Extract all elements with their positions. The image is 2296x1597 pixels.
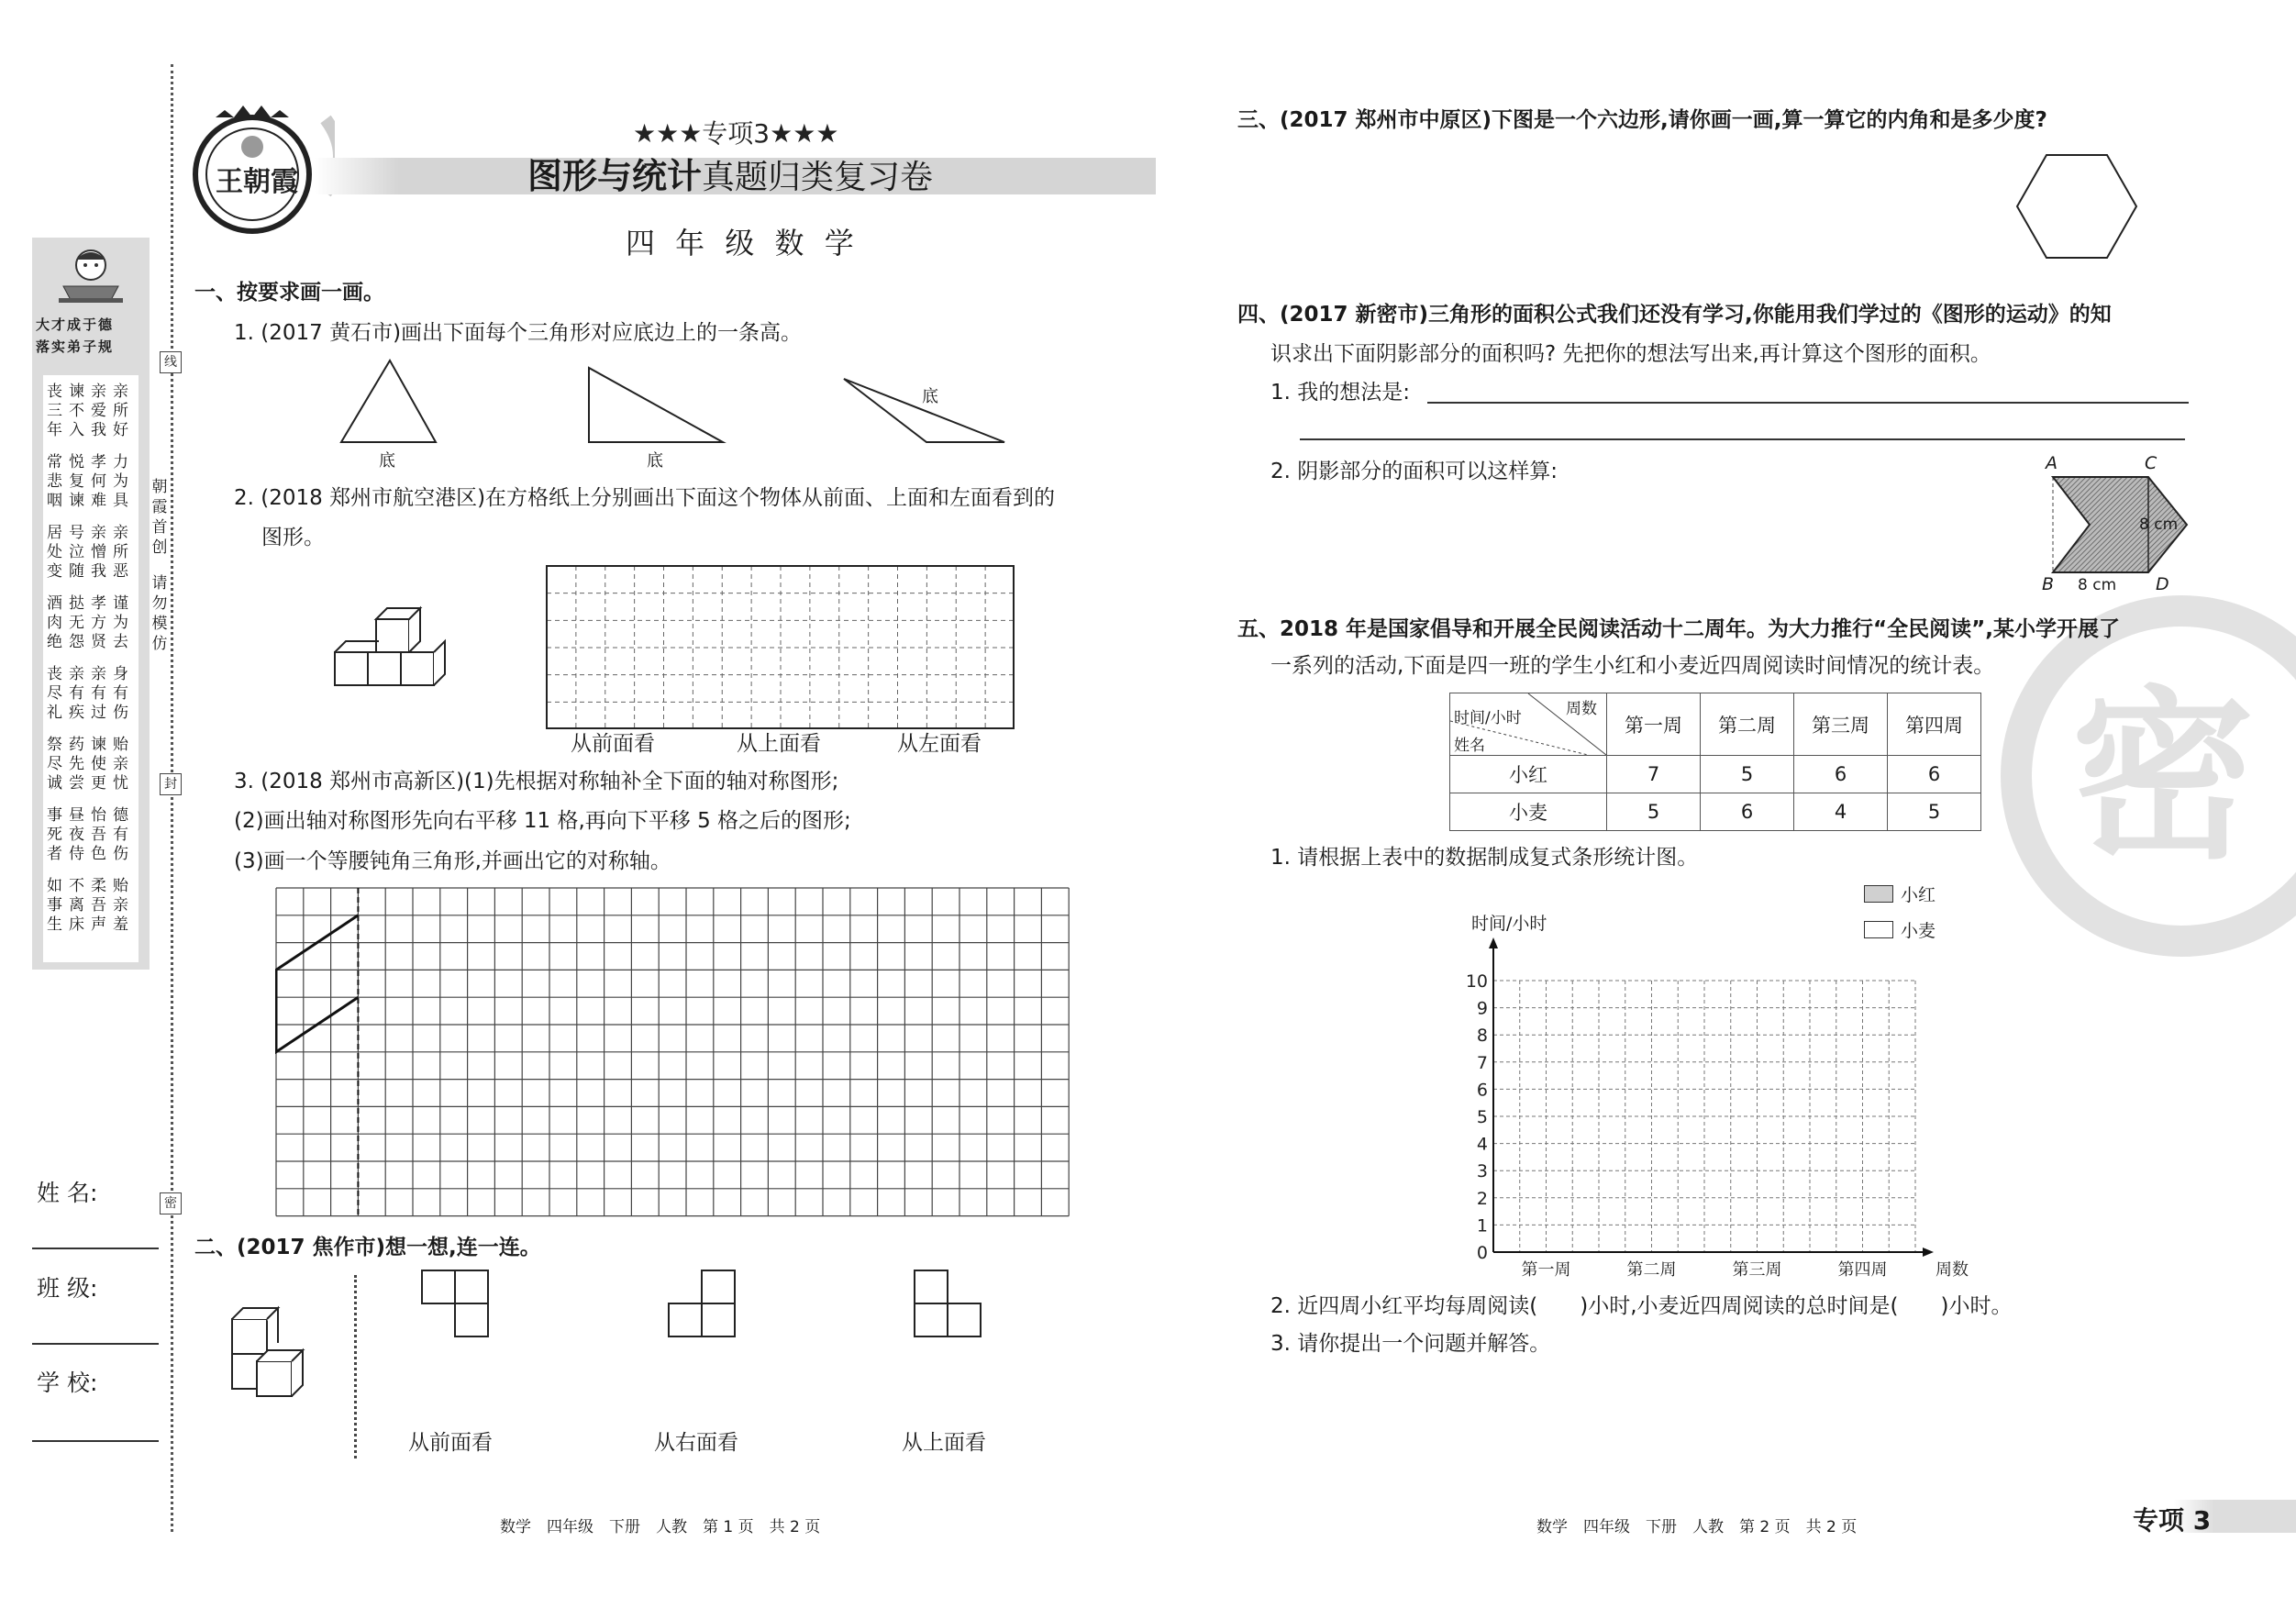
x-tick-label: 第四周	[1837, 1260, 1888, 1280]
view-label-front: 从前面看	[571, 732, 655, 756]
poem-stanza	[43, 736, 139, 793]
table-cell: 6	[1888, 756, 1981, 793]
poem-line: 尽先使亲	[47, 755, 135, 773]
height-label: 8 cm	[2139, 516, 2179, 534]
poem-line: 常悦孝力	[47, 453, 135, 471]
half-shape	[276, 915, 358, 1052]
poem-stanza	[43, 383, 139, 440]
poem-line: 者侍色伤	[47, 845, 135, 863]
poem-line: 绝怨贤去	[47, 633, 135, 651]
section-3-heading: 三、(2017 郑州市中原区)下图是一个六边形,请你画一画,算一算它的内角和是多少度?	[1237, 108, 2047, 132]
table-cell: 6	[1701, 793, 1794, 831]
poem-line: 酒挞孝谨	[47, 594, 135, 613]
connect-label-top: 从上面看	[902, 1431, 986, 1455]
row-name: 小麦	[1450, 793, 1607, 831]
y-tick-label: 7	[1476, 1052, 1488, 1073]
poem-stanza	[43, 524, 139, 582]
table-cell: 4	[1794, 793, 1888, 831]
poem-line: 尽有有有	[47, 684, 135, 703]
row-name: 小红	[1450, 756, 1607, 793]
point-d: D	[2156, 574, 2169, 594]
poem-stanza	[43, 806, 139, 864]
q3-text-1: 3. (2018 郑州市高新区)(1)先根据对称轴补全下面的轴对称图形;	[234, 770, 839, 793]
table-row	[1450, 793, 1981, 831]
section-4-text: 识求出下面阴影部分的面积吗? 先把你的想法写出来,再计算这个图形的面积。	[1270, 342, 1991, 366]
student-illustration	[54, 245, 128, 309]
poem-line: 如不柔贻	[47, 877, 135, 895]
point-b: B	[2042, 574, 2055, 594]
y-tick-label: 0	[1476, 1243, 1488, 1263]
school-field[interactable]	[32, 1440, 159, 1442]
corner-time: 时间/小时	[1454, 709, 1522, 727]
y-tick-label: 6	[1476, 1080, 1488, 1101]
table-corner-cell	[1450, 693, 1607, 756]
x-axis-arrow	[1923, 1248, 1934, 1257]
table-header: 第三周	[1794, 693, 1888, 756]
table-header-row	[1450, 693, 1981, 756]
margin-box-middle: 封	[160, 773, 182, 795]
point-c: C	[2145, 453, 2157, 473]
y-tick-label: 2	[1476, 1188, 1488, 1209]
poem-stanza	[43, 594, 139, 652]
x-tick-label: 第二周	[1626, 1260, 1677, 1280]
table-row	[1450, 756, 1981, 793]
table-header: 第一周	[1607, 693, 1701, 756]
legend-label-xiaomai: 小麦	[1901, 921, 1936, 941]
svg-text:密: 密	[2071, 671, 2256, 884]
poem-panel	[43, 375, 139, 962]
brand-logo	[188, 101, 335, 238]
section-4-heading: 四、(2017 新密市)三角形的面积公式我们还没有学习,你能用我们学过的《图形的运动》的知	[1237, 303, 2112, 327]
view-label-top: 从上面看	[737, 732, 821, 756]
poem-line: 咽谏难具	[47, 492, 135, 510]
y-tick-label: 5	[1476, 1107, 1488, 1127]
legend-label-xiaohong: 小红	[1901, 885, 1936, 905]
q3-text-2: (2)画出轴对称图形先向右平移 11 格,再向下平移 5 格之后的图形;	[234, 809, 851, 833]
confidential-stamp-watermark	[1998, 593, 2296, 959]
margin-box-bottom: 密	[160, 1192, 182, 1214]
poem-line: 祭药谏贻	[47, 736, 135, 754]
shape-option-1[interactable]	[420, 1269, 494, 1342]
table-cell: 5	[1607, 793, 1701, 831]
divider-dotted	[354, 1275, 357, 1458]
q5-1-text: 1. 请根据上表中的数据制成复式条形统计图。	[1270, 846, 1699, 870]
page-title	[527, 156, 933, 198]
poem-line: 诚尝更忧	[47, 774, 135, 793]
series-label: ★★★专项3★★★	[633, 118, 839, 149]
table-header: 第二周	[1701, 693, 1794, 756]
poem-line: 丧亲亲身	[47, 665, 135, 683]
poem-line: 生床声羞	[47, 915, 135, 934]
y-axis-arrow	[1489, 937, 1498, 948]
legend-swatch-xiaohong	[1864, 885, 1893, 903]
poem-line: 肉无方为	[47, 614, 135, 632]
point-a: A	[2046, 453, 2058, 473]
y-tick-label: 10	[1465, 971, 1488, 992]
view-label-left: 从左面看	[897, 732, 982, 756]
subtitle: 四 年 级 数 学	[626, 226, 860, 261]
corner-weeks: 周数	[1566, 700, 1597, 718]
y-tick-label: 3	[1476, 1161, 1488, 1182]
y-tick-label: 8	[1476, 1026, 1488, 1047]
title-bold: 图形与统计	[527, 156, 703, 196]
poem-line: 处泣憎所	[47, 543, 135, 561]
chart-y-axis-label: 时间/小时	[1471, 914, 1547, 934]
poem-line: 三不爱所	[47, 402, 135, 420]
title-rest: 真题归类复习卷	[702, 159, 934, 196]
name-field[interactable]	[32, 1248, 159, 1249]
notice-text-2: 请勿模仿	[151, 574, 168, 653]
q4-2-label: 2. 阴影部分的面积可以这样算:	[1270, 460, 1558, 483]
section-5-text: 一系列的活动,下面是四一班的学生小红和小麦近四周阅读时间情况的统计表。	[1270, 654, 1995, 678]
bar-chart-blank[interactable]	[1459, 936, 1972, 1284]
reading-time-table	[1449, 693, 1981, 831]
q3-text-3: (3)画一个等腰钝角三角形,并画出它的对称轴。	[234, 849, 671, 873]
base-label-1: 底	[379, 451, 395, 471]
notice-text-1: 朝霞首创	[151, 478, 168, 557]
poem-line: 居号亲亲	[47, 524, 135, 542]
margin-box-top: 线	[160, 351, 182, 373]
grid-paper-views[interactable]	[546, 565, 1015, 730]
x-axis-label: 周数	[1936, 1260, 1969, 1280]
idea-answer-line-1[interactable]	[1427, 402, 2189, 404]
section-1-heading: 一、按要求画一画。	[194, 281, 384, 305]
q4-1-label: 1. 我的想法是:	[1270, 381, 1411, 405]
table-cell: 6	[1794, 756, 1888, 793]
poem-line: 死夜吾有	[47, 826, 135, 844]
poem-line: 年入我好	[47, 421, 135, 439]
table-cell: 5	[1888, 793, 1981, 831]
y-tick-label: 9	[1476, 998, 1488, 1019]
table-cell: 5	[1701, 756, 1794, 793]
poem-stanza	[43, 665, 139, 723]
idea-answer-line-2[interactable]	[1300, 438, 2185, 440]
base-length-label: 8 cm	[2078, 576, 2117, 594]
poem-line: 事离吾亲	[47, 896, 135, 915]
section-2-heading: 二、(2017 焦作市)想一想,连一连。	[194, 1236, 541, 1259]
shape-option-2[interactable]	[667, 1269, 740, 1342]
poem-line: 事昼怡德	[47, 806, 135, 825]
q2-text-2: 图形。	[261, 526, 325, 549]
poem-line: 礼疾过伤	[47, 704, 135, 722]
cube-object-figure	[326, 601, 463, 702]
y-tick-label: 4	[1476, 1134, 1488, 1155]
class-label: 班 级:	[37, 1275, 98, 1302]
x-tick-label: 第一周	[1521, 1260, 1571, 1280]
poem-line: 变随我恶	[47, 562, 135, 581]
school-label: 学 校:	[37, 1370, 98, 1396]
connect-label-right: 从右面看	[654, 1431, 738, 1455]
shape-option-3[interactable]	[913, 1269, 986, 1342]
q2-text-1: 2. (2018 郑州市航空港区)在方格纸上分别画出下面这个物体从前面、上面和左面看到的	[234, 486, 1056, 510]
motto-line-2: 落实弟子规	[36, 338, 115, 355]
section-5-heading: 五、2018 年是国家倡导和开展全民阅读活动十二周年。为大力推行“全民阅读”,某小学开展了	[1237, 617, 2120, 641]
name-label: 姓 名:	[37, 1180, 98, 1206]
binding-dotted-line	[171, 64, 173, 1532]
base-label-3: 底	[922, 387, 938, 406]
q5-2-text: 2. 近四周小红平均每周阅读( )小时,小麦近四周阅读的总时间是( )小时。	[1270, 1294, 2013, 1318]
sidebar-panel	[32, 238, 150, 970]
corner-name: 姓名	[1454, 737, 1485, 755]
table-cell: 7	[1607, 756, 1701, 793]
footer-right: 数学 四年级 下册 人教 第 2 页 共 2 页	[1536, 1518, 1858, 1536]
triangles-figure	[330, 353, 1018, 472]
stacked-cubes-figure	[225, 1303, 316, 1403]
y-tick-label: 1	[1476, 1215, 1488, 1237]
poem-line: 丧谏亲亲	[47, 383, 135, 401]
poem-stanza	[43, 877, 139, 935]
class-field[interactable]	[32, 1343, 159, 1345]
poem-stanza	[43, 453, 139, 511]
svg-text:王朝霞: 王朝霞	[216, 166, 298, 198]
section-tab-label: 专项 3	[2133, 1505, 2212, 1536]
motto-line-1: 大才成于德	[36, 316, 115, 333]
q1-text: 1. (2017 黄石市)画出下面每个三角形对应底边上的一条高。	[234, 321, 803, 345]
base-label-2: 底	[647, 451, 663, 471]
grid-paper-symmetry[interactable]	[275, 887, 1073, 1217]
q5-3-text: 3. 请你提出一个问题并解答。	[1270, 1332, 1551, 1356]
table-header: 第四周	[1888, 693, 1981, 756]
connect-label-front: 从前面看	[408, 1431, 493, 1455]
hexagon-figure	[2013, 151, 2142, 265]
x-tick-label: 第三周	[1732, 1260, 1782, 1280]
footer-left: 数学 四年级 下册 人教 第 1 页 共 2 页	[500, 1518, 821, 1536]
poem-line: 悲复何为	[47, 472, 135, 491]
